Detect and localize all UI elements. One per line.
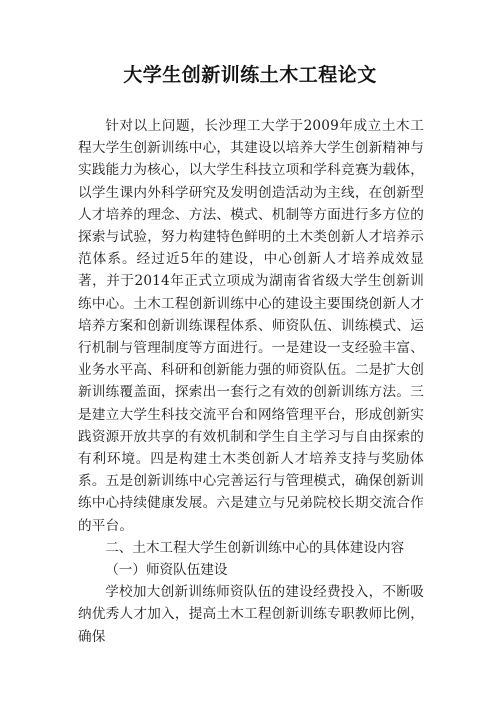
paragraph-intro: 针对以上问题，长沙理工大学于2009年成立土木工程大学生创新训练中心，其建设以培养大学生创新精神与实践能力为核心，以大学生科技立项和学科竞赛为载体，以学生课内外科学研究及发明创造活动为主线，在创新型人才培养的理念、方法、模式、机制等方面进行多方位的探索与试验，努力构建特色鲜明的土木类创新人才培养示范体系。经过近5年的建设，中心创新人才培养成效显著，并于2014年正式立项成为湖南省省级大学生创新训练中心。土木工程创新训练中心的建设主要围绕创新人才培养方案和创新训练课程体系、师资队伍、训练模式、运行机制与管理制度等方面进行。一是建设一支经验丰富、业务水平高、科研和创新能力强的师资队伍。二是扩大创新训练覆盖面，探索出一套行之有效的创新训练方法。三是建立大学生科技交流平台和网络管理平台，形成创新实践资源开放共享的有效机制和学生自主学习与自由探索的有利环境。四是构建土木类创新人才培养支持与奖励体系。五是创新训练中心完善运行与管理模式，确保创新训练中心持续健康发展。六是建立与兄弟院校长期交流合作的平台。 (78, 118, 424, 534)
document-body (78, 115, 424, 648)
document-title: 大学生创新训练土木工程论文 (123, 64, 377, 86)
paragraph-faculty: 学校加大创新训练师资队伍的建设经费投入，不断吸纳优秀人才加入，提高土木工程创新训练专职教师比例，确保 (78, 584, 424, 645)
subsection-heading: （一）师资队伍建设 (105, 562, 228, 579)
section-heading: 二、土木工程大学生创新训练中心的具体建设内容 (105, 539, 405, 556)
